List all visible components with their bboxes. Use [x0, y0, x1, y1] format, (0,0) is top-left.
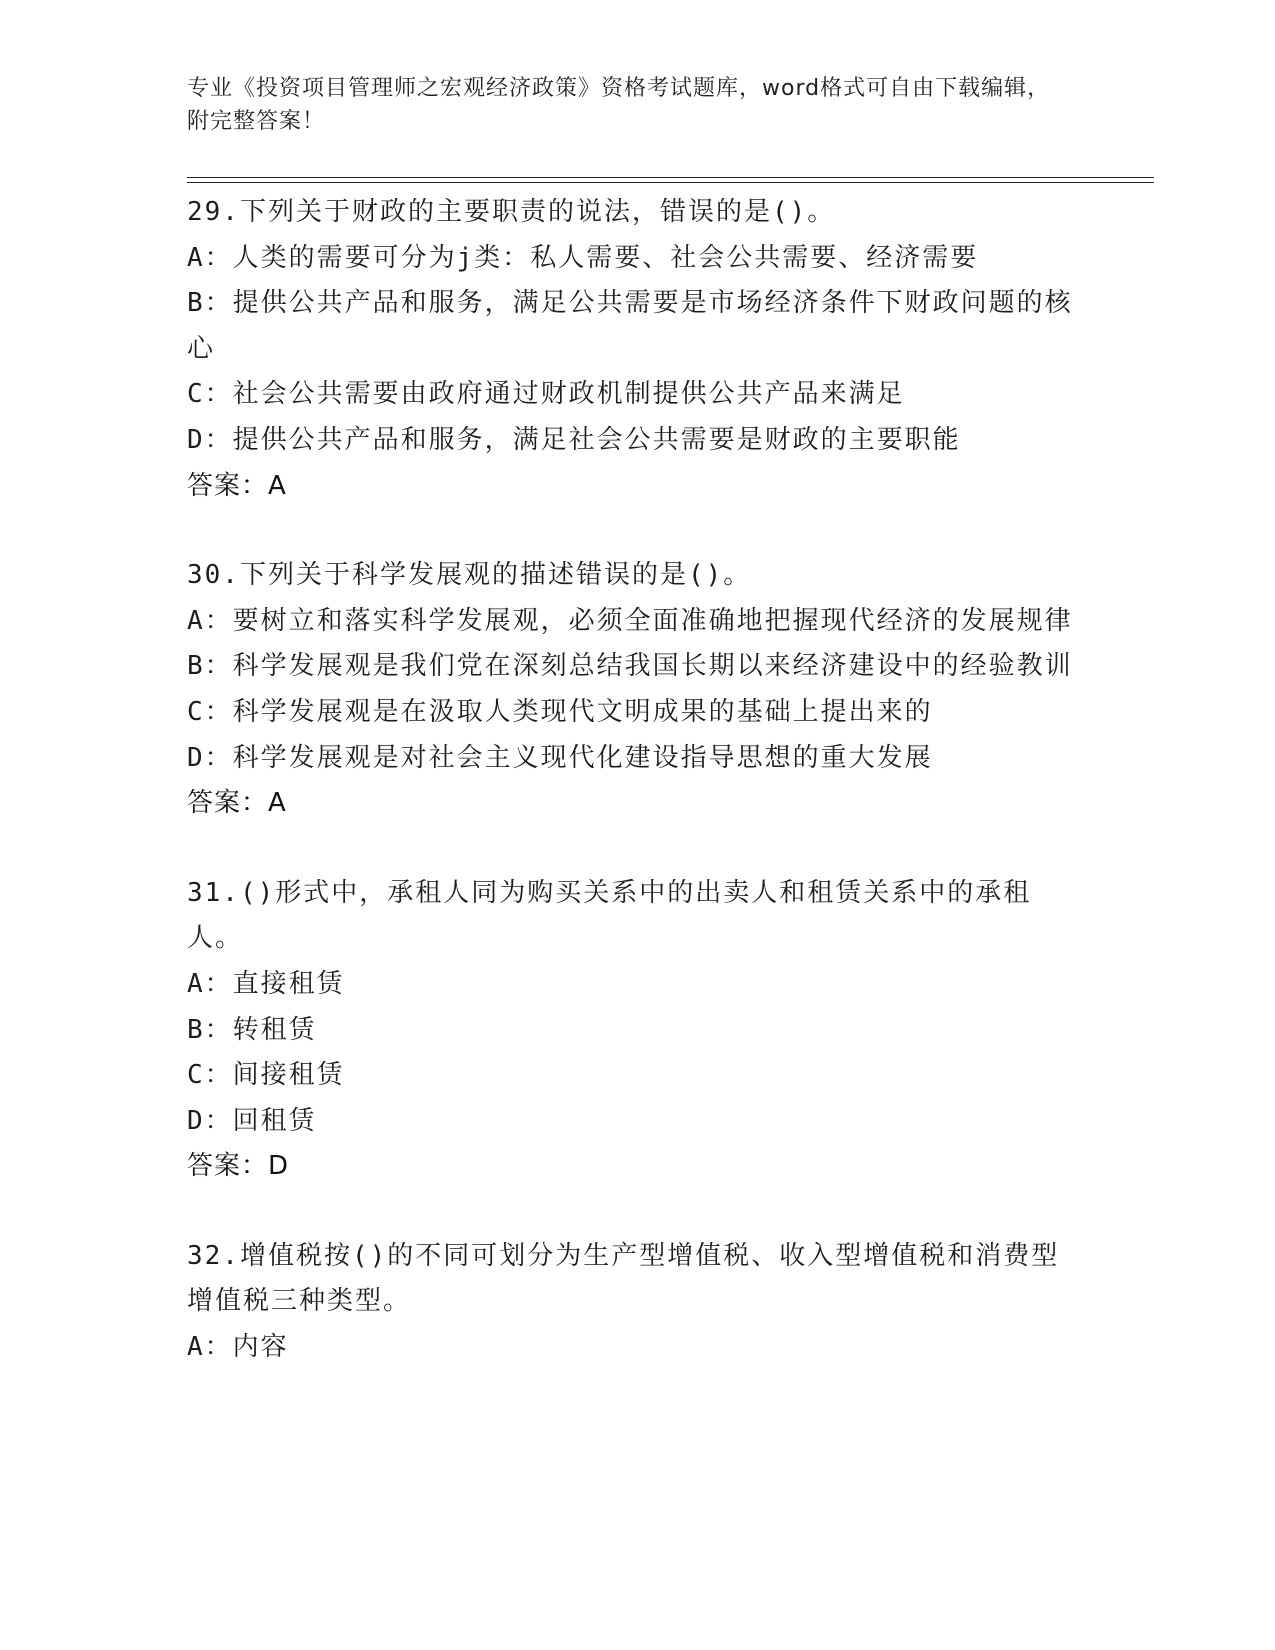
- option-c: C：间接租赁: [187, 1060, 345, 1091]
- option-d: D：回租赁: [187, 1105, 317, 1136]
- option-d: D：提供公共产品和服务，满足社会公共需要是财政的主要职能: [187, 424, 961, 455]
- question-stem: 29.下列关于财政的主要职责的说法，错误的是()。: [187, 197, 836, 227]
- question-stem: 32.增值税按()的不同可划分为生产型增值税、收入型增值税和消费型增值税三种类型。: [187, 1240, 1060, 1317]
- answer-line: 答案：A: [187, 470, 287, 501]
- option-b: B：转租赁: [187, 1014, 317, 1045]
- option-c: C：社会公共需要由政府通过财政机制提供公共产品来满足: [187, 379, 905, 410]
- header-divider-bottom: [187, 182, 1154, 183]
- option-d: D：科学发展观是对社会主义现代化建设指导思想的重大发展: [187, 742, 933, 773]
- option-b: B：科学发展观是我们党在深刻总结我国长期以来经济建设中的经验教训: [187, 651, 1073, 682]
- document-header: 专业《投资项目管理师之宏观经济政策》资格考试题库，word格式可自由下载编辑，附完整答案！: [187, 76, 1051, 134]
- answer-line: 答案：A: [187, 788, 287, 819]
- question-stem: 30.下列关于科学发展观的描述错误的是()。: [187, 560, 752, 591]
- option-b: B：提供公共产品和服务，满足公共需要是市场经济条件下财政问题的核心: [187, 288, 1073, 364]
- question-32: [187, 1234, 1087, 1371]
- option-a: A：人类的需要可分为j类：私人需要、社会公共需要、经济需要: [187, 242, 979, 273]
- question-31: [187, 871, 1087, 1190]
- question-stem: 31.()形式中，承租人同为购买关系中的出卖人和租赁关系中的承租人。: [187, 877, 1032, 954]
- option-a: A：直接租赁: [187, 968, 345, 999]
- question-29: [187, 190, 1087, 509]
- option-a: A：内容: [187, 1332, 289, 1363]
- option-a: A：要树立和落实科学发展观，必须全面准确地把握现代经济的发展规律: [187, 605, 1073, 636]
- question-list: [187, 190, 1087, 1371]
- answer-line: 答案：D: [187, 1151, 290, 1182]
- question-30: [187, 553, 1087, 827]
- header-divider-top: [187, 177, 1154, 178]
- option-c: C：科学发展观是在汲取人类现代文明成果的基础上提出来的: [187, 696, 933, 727]
